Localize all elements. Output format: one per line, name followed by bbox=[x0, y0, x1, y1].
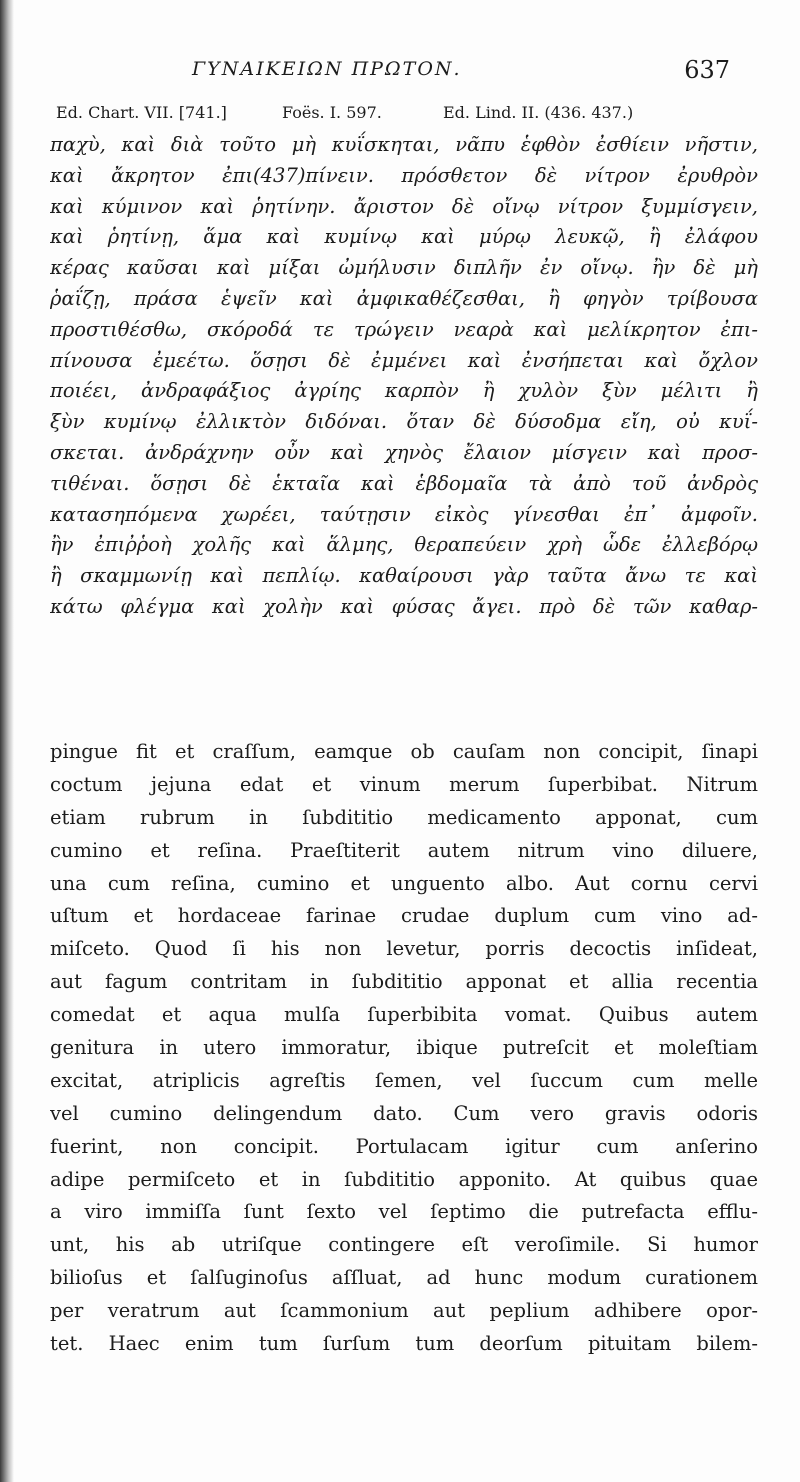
greek-line: καὶ ἄκρητον ἐπι(437)πίνειν. πρόσθετον δὲ νίτρον ἐρυθρὸν bbox=[50, 163, 758, 187]
latin-line: comedat et aqua mulſa ſuperbibita vomat. Quibus autem bbox=[50, 1003, 758, 1027]
latin-line: genitura in utero immoratur, ibique putreſcit et moleſtiam bbox=[50, 1036, 758, 1060]
latin-line: unt, his ab utriſque contingere eſt veroſimile. Si humor bbox=[50, 1233, 758, 1257]
greek-line: ῥαΐζῃ, πράσα ἑψεῖν καὶ ἀμφικαθέζεσθαι, ἢ φηγὸν τρίβουσα bbox=[50, 286, 758, 310]
greek-line: καὶ ῥητίνῃ, ἅμα καὶ κυμίνῳ καὶ μύρῳ λευκῷ, ἢ ἐλάφου bbox=[50, 225, 758, 249]
greek-line: καὶ κύμινον καὶ ῥητίνην. ἄριστον δὲ οἴνῳ νίτρον ξυμμίσγειν, bbox=[50, 194, 758, 218]
running-head: ΓΥΝΑΙΚΕΙΩΝ ΠΡΩΤΟΝ. bbox=[192, 58, 462, 80]
greek-line: σκεται. ἀνδράχνην οὖν καὶ χηνὸς ἔλαιον μίσγειν καὶ προσ- bbox=[50, 440, 758, 464]
latin-line: pingue fit et craſſum, eamque ob cauſam non concipit, ſinapi bbox=[50, 740, 758, 763]
latin-line: uſtum et hordaceae farinae crudae duplum cum vino ad- bbox=[50, 904, 758, 928]
latin-line: etiam rubrum in ſubdititio medicamento apponat, cum bbox=[50, 805, 758, 829]
latin-text-block bbox=[50, 736, 758, 1361]
greek-line: ἢ σκαμμωνίῃ καὶ πεπλίῳ. καθαίρουσι γὰρ ταῦτα ἄνω τε καὶ bbox=[50, 564, 758, 588]
greek-line: παχὺ, καὶ διὰ τοῦτο μὴ κυΐσκηται, νᾶπυ ἑφθὸν ἐσθίειν νῆστιν, bbox=[50, 133, 758, 156]
greek-line: τιθέναι. ὅσῃσι δὲ ἑκταῖα καὶ ἑβδομαῖα τὰ ἀπὸ τοῦ ἀνδρὸς bbox=[50, 471, 758, 495]
latin-line: adipe permiſceto et in ſubdititio apponito. At quibus quae bbox=[50, 1167, 758, 1191]
greek-line: πίνουσα ἐμεέτω. ὅσῃσι δὲ ἐμμένει καὶ ἐνσήπεται καὶ ὄχλον bbox=[50, 348, 758, 372]
latin-line: cumino et reſina. Praeſtiterit autem nitrum vino diluere, bbox=[50, 838, 758, 862]
latin-line: a viro immiſſa ſunt ſexto vel ſeptimo die putrefacta efflu- bbox=[50, 1200, 758, 1224]
page-binding-edge bbox=[0, 0, 14, 1482]
greek-line: ποιέει, ἀνδραφάξιος ἀγρίης καρπὸν ἢ χυλὸν ξὺν μέλιτι ἢ bbox=[50, 379, 758, 403]
latin-line: excitat, atriplicis agreſtis ſemen, vel ſuccum cum melle bbox=[50, 1068, 758, 1092]
latin-line: tet. Haec enim tum ſurſum tum deorſum pituitam bilem- bbox=[50, 1332, 758, 1356]
page-number: 637 bbox=[684, 56, 730, 84]
edition-chartier: Ed. Chart. VII. [741.] bbox=[56, 103, 227, 122]
latin-line: aut fagum contritam in ſubdititio apponat et allia recentia bbox=[50, 970, 758, 994]
latin-line: fuerint, non concipit. Portulacam igitur cum anſerino bbox=[50, 1134, 758, 1158]
latin-line: coctum jejuna edat et vinum merum ſuperbibat. Nitrum bbox=[50, 772, 758, 796]
greek-line: ἢν ἐπιῤῥοὴ χολῆς καὶ ἅλμης, θεραπεύειν χρὴ ὧδε ἐλλεβόρῳ bbox=[50, 533, 758, 557]
page-header bbox=[60, 58, 730, 98]
greek-line: κέρας καῦσαι καὶ μίξαι ὠμήλυσιν διπλῆν ἐν οἴνῳ. ἢν δὲ μὴ bbox=[50, 256, 758, 280]
greek-text-block bbox=[50, 130, 758, 623]
latin-line: per veratrum aut ſcammonium aut peplium adhibere opor- bbox=[50, 1299, 758, 1323]
edition-references bbox=[50, 103, 728, 127]
edition-foes: Foës. I. 597. bbox=[282, 103, 382, 122]
greek-line: ξὺν κυμίνῳ ἐλλικτὸν διδόναι. ὅταν δὲ δύσοδμα εἴη, οὐ κυΐ- bbox=[50, 410, 758, 434]
latin-line: bilioſus et ſalſuginoſus aſſluat, ad hunc modum curationem bbox=[50, 1266, 758, 1290]
latin-line: miſceto. Quod ſi his non levetur, porris decoctis inſideat, bbox=[50, 937, 758, 961]
edition-linden: Ed. Lind. II. (436. 437.) bbox=[443, 103, 634, 122]
greek-line: κατασηπόμενα χωρέει, ταύτῃσιν εἰκὸς γίνεσθαι ἐπ᾽ ἀμφοῖν. bbox=[50, 502, 758, 526]
greek-line: προστιθέσθω, σκόροδά τε τρώγειν νεαρὰ καὶ μελίκρητον ἐπι- bbox=[50, 317, 758, 341]
latin-line: vel cumino delingendum dato. Cum vero gravis odoris bbox=[50, 1101, 758, 1125]
greek-line: κάτω φλέγμα καὶ χολὴν καὶ φύσας ἄγει. πρὸ δὲ τῶν καθαρ- bbox=[50, 594, 758, 618]
latin-line: una cum reſina, cumino et unguento albo. Aut cornu cervi bbox=[50, 871, 758, 895]
